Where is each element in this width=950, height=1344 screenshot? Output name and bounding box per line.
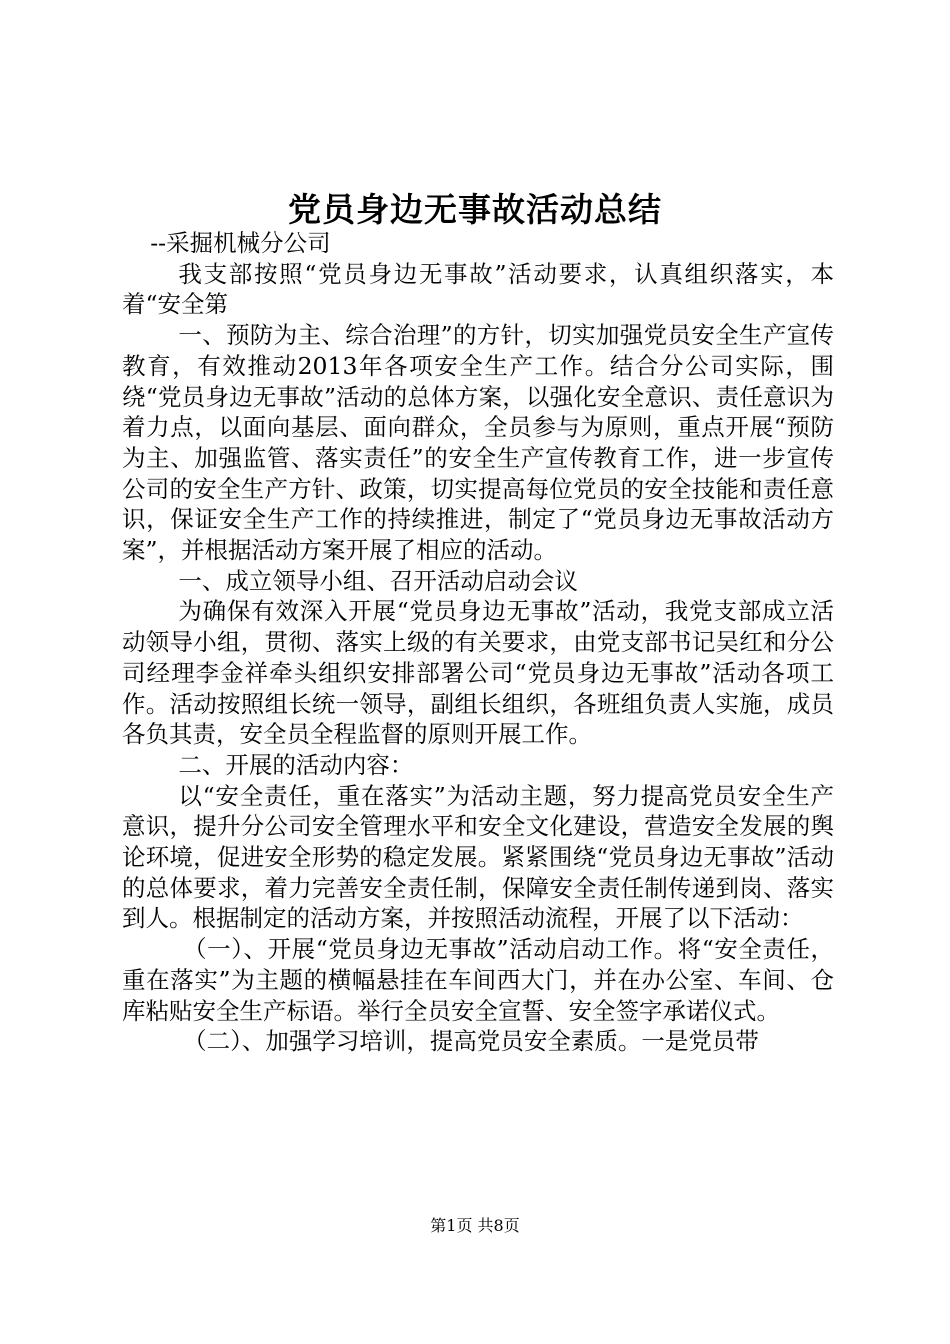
section-heading: 二、开展的活动内容：	[178, 750, 414, 779]
paragraph: 我支部按照“党员身边无事故”活动要求，认真组织落实，本着“安全第	[122, 259, 834, 319]
document-body	[122, 228, 834, 1057]
document-title: 党员身边无事故活动总结	[288, 190, 662, 229]
paragraph: 以“安全责任，重在落实”为活动主题，努力提高党员安全生产意识，提升分公司安全管理水平和安全文化建设，营造安全发展的舆论环境，促进安全形势的稳定发展。紧紧围绕“党员身边无事故”活动的总体要求，着力完善安全责任制，保障安全责任制传递到岗、落实到人。根据制定的活动方案，并按照活动流程，开展了以下活动：	[122, 781, 834, 933]
paragraph: 一、预防为主、综合治理”的方针，切实加强党员安全生产宣传教育，有效推动2013年各项安全生产工作。结合分公司实际，围绕“党员身边无事故”活动的总体方案，以强化安全意识、责任意识为着力点，以面向基层、面向群众，全员参与为原则，重点开展“预防为主、加强监管、落实责任”的安全生产宣传教育工作，进一步宣传公司的安全生产方针、政策，切实提高每位党员的安全技能和责任意识，保证安全生产工作的持续推进，制定了“党员身边无事故活动方案”，并根据活动方案开展了相应的活动。	[122, 321, 834, 565]
author-line: --采掘机械分公司	[150, 229, 331, 257]
subsection-paragraph: （二）、加强学习培训，提高党员安全素质。一是党员带	[183, 1027, 759, 1056]
subsection-paragraph: （一）、开展“党员身边无事故”活动启动工作。将“安全责任，重在落实”为主题的横幅悬挂在车间西大门，并在办公室、车间、仓库粘贴安全生产标语。举行全员安全宣誓、安全签字承诺仪式。	[122, 935, 834, 1025]
paragraph: 为确保有效深入开展“党员身边无事故”活动，我党支部成立活动领导小组，贯彻、落实上级的有关要求，由党支部书记吴红和分公司经理李金祥牵头组织安排部署公司“党员身边无事故”活动各项工作。活动按照组长统一领导，副组长组织，各班组负责人实施，成员各负其责，安全员全程监督的原则开展工作。	[122, 597, 834, 749]
section-heading: 一、成立领导小组、召开活动启动会议	[178, 566, 578, 595]
page-number-footer: 第1页 共8页	[430, 1216, 520, 1235]
